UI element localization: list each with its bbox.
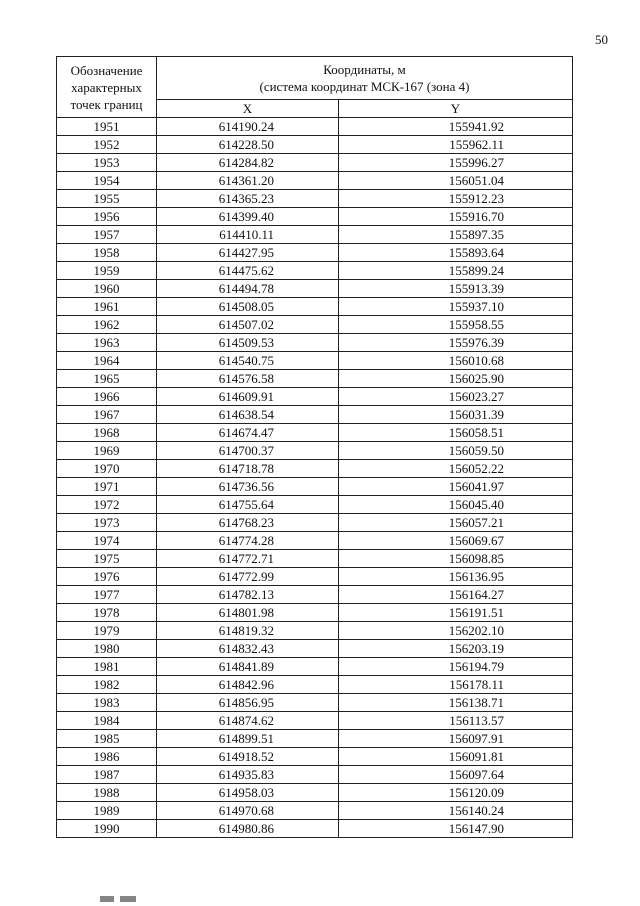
x-coordinate-cell: 614980.86	[157, 820, 339, 838]
table-body	[57, 118, 573, 838]
point-id-cell: 1978	[57, 604, 157, 622]
table-row	[57, 640, 573, 658]
table-row	[57, 442, 573, 460]
x-coordinate-cell: 614772.99	[157, 568, 339, 586]
y-coordinate-cell: 156140.24	[339, 802, 573, 820]
x-coordinate-cell: 614427.95	[157, 244, 339, 262]
y-coordinate-cell: 156120.09	[339, 784, 573, 802]
point-id-cell: 1964	[57, 352, 157, 370]
x-coordinate-cell: 614399.40	[157, 208, 339, 226]
y-coordinate-cell: 155976.39	[339, 334, 573, 352]
x-coordinate-cell: 614970.68	[157, 802, 339, 820]
table-row	[57, 748, 573, 766]
point-id-cell: 1953	[57, 154, 157, 172]
point-id-cell: 1985	[57, 730, 157, 748]
y-coordinate-cell: 155996.27	[339, 154, 573, 172]
point-id-cell: 1990	[57, 820, 157, 838]
y-coordinate-cell: 156203.19	[339, 640, 573, 658]
point-id-cell: 1967	[57, 406, 157, 424]
coordinates-table	[56, 56, 573, 838]
point-id-cell: 1974	[57, 532, 157, 550]
y-coordinate-cell: 156041.97	[339, 478, 573, 496]
x-coordinate-cell: 614638.54	[157, 406, 339, 424]
y-coordinate-cell: 156057.21	[339, 514, 573, 532]
point-id-cell: 1987	[57, 766, 157, 784]
table-row	[57, 406, 573, 424]
table-row	[57, 586, 573, 604]
table-row	[57, 658, 573, 676]
x-coordinate-cell: 614874.62	[157, 712, 339, 730]
table-row	[57, 226, 573, 244]
point-id-cell: 1965	[57, 370, 157, 388]
table-row	[57, 568, 573, 586]
x-coordinate-cell: 614361.20	[157, 172, 339, 190]
x-coordinate-cell: 614674.47	[157, 424, 339, 442]
x-coordinate-cell: 614410.11	[157, 226, 339, 244]
table-row	[57, 766, 573, 784]
point-id-cell: 1981	[57, 658, 157, 676]
table-row	[57, 784, 573, 802]
table-row	[57, 820, 573, 838]
y-coordinate-cell: 156097.91	[339, 730, 573, 748]
table-row	[57, 154, 573, 172]
point-id-cell: 1954	[57, 172, 157, 190]
table-row	[57, 622, 573, 640]
x-coordinate-cell: 614819.32	[157, 622, 339, 640]
x-coordinate-cell: 614856.95	[157, 694, 339, 712]
y-coordinate-cell: 156010.68	[339, 352, 573, 370]
table-row	[57, 118, 573, 136]
y-coordinate-cell: 156069.67	[339, 532, 573, 550]
y-coordinate-cell: 156023.27	[339, 388, 573, 406]
point-id-cell: 1951	[57, 118, 157, 136]
table-row	[57, 262, 573, 280]
header-point-line: Обозначение	[70, 62, 143, 78]
table-row	[57, 712, 573, 730]
y-coordinate-cell: 155958.55	[339, 316, 573, 334]
header-point-line: характерных	[71, 79, 142, 95]
table-row	[57, 352, 573, 370]
y-coordinate-cell: 155899.24	[339, 262, 573, 280]
y-coordinate-cell: 156178.11	[339, 676, 573, 694]
x-coordinate-cell: 614736.56	[157, 478, 339, 496]
point-id-cell: 1971	[57, 478, 157, 496]
x-coordinate-cell: 614755.64	[157, 496, 339, 514]
header-coordinates	[157, 57, 573, 100]
table-row	[57, 298, 573, 316]
point-id-cell: 1982	[57, 676, 157, 694]
x-coordinate-cell: 614509.53	[157, 334, 339, 352]
x-coordinate-cell: 614958.03	[157, 784, 339, 802]
point-id-cell: 1984	[57, 712, 157, 730]
y-coordinate-cell: 155941.92	[339, 118, 573, 136]
table-row	[57, 550, 573, 568]
point-id-cell: 1958	[57, 244, 157, 262]
x-coordinate-cell: 614190.24	[157, 118, 339, 136]
x-coordinate-cell: 614540.75	[157, 352, 339, 370]
point-id-cell: 1988	[57, 784, 157, 802]
y-coordinate-cell: 155912.23	[339, 190, 573, 208]
table-row	[57, 316, 573, 334]
y-coordinate-cell: 156059.50	[339, 442, 573, 460]
y-coordinate-cell: 156136.95	[339, 568, 573, 586]
table-row	[57, 208, 573, 226]
x-coordinate-cell: 614841.89	[157, 658, 339, 676]
header-x: X	[157, 100, 339, 118]
y-coordinate-cell: 156045.40	[339, 496, 573, 514]
point-id-cell: 1957	[57, 226, 157, 244]
table-header-row	[57, 57, 573, 100]
x-coordinate-cell: 614842.96	[157, 676, 339, 694]
point-id-cell: 1969	[57, 442, 157, 460]
point-id-cell: 1979	[57, 622, 157, 640]
point-id-cell: 1956	[57, 208, 157, 226]
x-coordinate-cell: 614507.02	[157, 316, 339, 334]
point-id-cell: 1960	[57, 280, 157, 298]
table-row	[57, 604, 573, 622]
y-coordinate-cell: 156091.81	[339, 748, 573, 766]
table-row	[57, 730, 573, 748]
point-id-cell: 1976	[57, 568, 157, 586]
x-coordinate-cell: 614494.78	[157, 280, 339, 298]
table-row	[57, 190, 573, 208]
point-id-cell: 1975	[57, 550, 157, 568]
header-point-line: точек границ	[70, 96, 143, 112]
table-row	[57, 388, 573, 406]
header-y: Y	[339, 100, 573, 118]
y-coordinate-cell: 155897.35	[339, 226, 573, 244]
point-id-cell: 1986	[57, 748, 157, 766]
point-id-cell: 1966	[57, 388, 157, 406]
y-coordinate-cell: 155893.64	[339, 244, 573, 262]
point-id-cell: 1973	[57, 514, 157, 532]
y-coordinate-cell: 156097.64	[339, 766, 573, 784]
x-coordinate-cell: 614899.51	[157, 730, 339, 748]
table-row	[57, 802, 573, 820]
table-row	[57, 694, 573, 712]
table-row	[57, 244, 573, 262]
x-coordinate-cell: 614772.71	[157, 550, 339, 568]
page-number: 50	[595, 32, 608, 47]
header-coordinate-system: (система координат МСК-167 (зона 4)	[259, 79, 470, 94]
point-id-cell: 1970	[57, 460, 157, 478]
table-row	[57, 334, 573, 352]
point-id-cell: 1972	[57, 496, 157, 514]
x-coordinate-cell: 614365.23	[157, 190, 339, 208]
x-coordinate-cell: 614284.82	[157, 154, 339, 172]
y-coordinate-cell: 156052.22	[339, 460, 573, 478]
x-coordinate-cell: 614918.52	[157, 748, 339, 766]
y-coordinate-cell: 156164.27	[339, 586, 573, 604]
point-id-cell: 1977	[57, 586, 157, 604]
point-id-cell: 1955	[57, 190, 157, 208]
x-coordinate-cell: 614774.28	[157, 532, 339, 550]
table-row	[57, 280, 573, 298]
table-row	[57, 514, 573, 532]
x-coordinate-cell: 614832.43	[157, 640, 339, 658]
y-coordinate-cell: 156202.10	[339, 622, 573, 640]
point-id-cell: 1980	[57, 640, 157, 658]
x-coordinate-cell: 614768.23	[157, 514, 339, 532]
table-row	[57, 172, 573, 190]
y-coordinate-cell: 156051.04	[339, 172, 573, 190]
y-coordinate-cell: 156031.39	[339, 406, 573, 424]
x-coordinate-cell: 614718.78	[157, 460, 339, 478]
x-coordinate-cell: 614475.62	[157, 262, 339, 280]
y-coordinate-cell: 156058.51	[339, 424, 573, 442]
table-row	[57, 676, 573, 694]
table-row	[57, 424, 573, 442]
x-coordinate-cell: 614609.91	[157, 388, 339, 406]
point-id-cell: 1968	[57, 424, 157, 442]
x-coordinate-cell: 614782.13	[157, 586, 339, 604]
table-row	[57, 136, 573, 154]
x-coordinate-cell: 614228.50	[157, 136, 339, 154]
x-coordinate-cell: 614576.58	[157, 370, 339, 388]
point-id-cell: 1989	[57, 802, 157, 820]
y-coordinate-cell: 155962.11	[339, 136, 573, 154]
table-row	[57, 496, 573, 514]
point-id-cell: 1959	[57, 262, 157, 280]
point-id-cell: 1963	[57, 334, 157, 352]
x-coordinate-cell: 614700.37	[157, 442, 339, 460]
header-coordinates-title: Координаты, м	[323, 62, 406, 77]
y-coordinate-cell: 156191.51	[339, 604, 573, 622]
y-coordinate-cell: 155916.70	[339, 208, 573, 226]
table-row	[57, 370, 573, 388]
y-coordinate-cell: 155913.39	[339, 280, 573, 298]
y-coordinate-cell: 155937.10	[339, 298, 573, 316]
y-coordinate-cell: 156138.71	[339, 694, 573, 712]
point-id-cell: 1962	[57, 316, 157, 334]
y-coordinate-cell: 156113.57	[339, 712, 573, 730]
y-coordinate-cell: 156098.85	[339, 550, 573, 568]
table-row	[57, 460, 573, 478]
y-coordinate-cell: 156025.90	[339, 370, 573, 388]
x-coordinate-cell: 614801.98	[157, 604, 339, 622]
x-coordinate-cell: 614508.05	[157, 298, 339, 316]
point-id-cell: 1983	[57, 694, 157, 712]
y-coordinate-cell: 156147.90	[339, 820, 573, 838]
header-point-designation	[57, 57, 157, 118]
point-id-cell: 1952	[57, 136, 157, 154]
point-id-cell: 1961	[57, 298, 157, 316]
x-coordinate-cell: 614935.83	[157, 766, 339, 784]
y-coordinate-cell: 156194.79	[339, 658, 573, 676]
table-row	[57, 532, 573, 550]
table-row	[57, 478, 573, 496]
